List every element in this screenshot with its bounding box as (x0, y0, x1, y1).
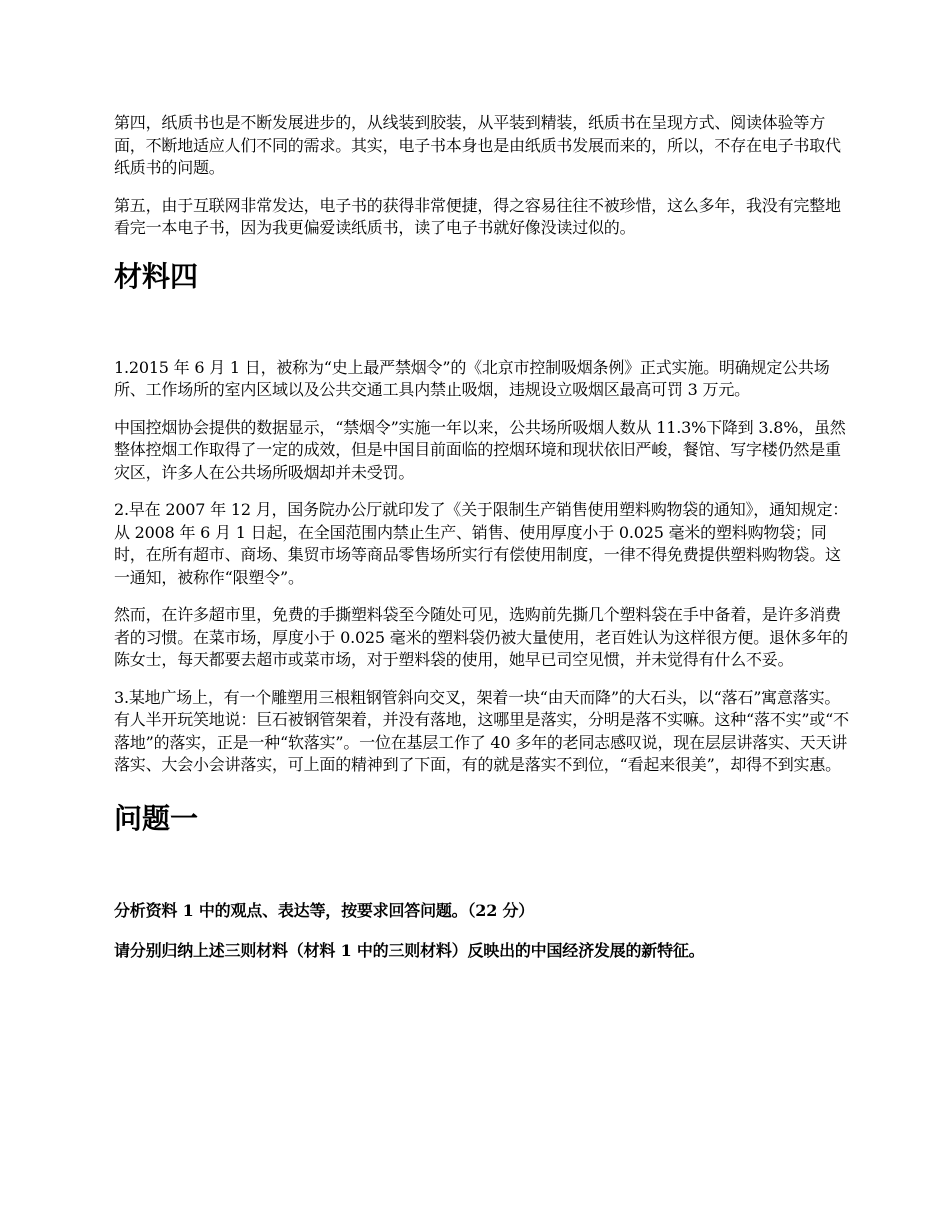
paragraph-fourth-point: 第四，纸质书也是不断发展进步的，从线装到胶装，从平装到精装，纸质书在呈现方式、阅读体验等方面，不断地适应人们不同的需求。其实，电子书本身也是由纸质书发展而来的，所以，不存在电子书取代纸质书的问题。 (114, 113, 841, 177)
heading-material-4: 材料四 (114, 259, 199, 293)
document-page (114, 112, 854, 963)
paragraph-fifth-point: 第五，由于互联网非常发达，电子书的获得非常便捷，得之容易往往不被珍惜，这么多年，我没有完整地看完一本电子书，因为我更偏爱读纸质书，读了电子书就好像没读过似的。 (114, 195, 841, 237)
question-prompt: 请分别归纳上述三则材料（材料 1 中的三则材料）反映出的中国经济发展的新特征。 (114, 941, 705, 960)
paragraph-plastic-ban: 2.早在 2007 年 12 月，国务院办公厅就印发了《关于限制生产销售使用塑料购物袋的通知》，通知规定：从 2008 年 6 月 1 日起，在全国范围内禁止生产、销售、使用厚度小于 0.025 毫米的塑料购物袋；同时，在所有超市、商场、集贸市场等商品零售场所实行有偿使用制度，一律不得免费提供塑料购物袋。这一通知，被称作“限塑令”。 (114, 500, 849, 587)
paragraph-smoking-data: 中国控烟协会提供的数据显示，“禁烟令”实施一年以来，公共场所吸烟人数从 11.3%下降到 3.8%，虽然整体控烟工作取得了一定的成效，但是中国目前面临的控烟环境和现状依旧严峻，餐馆、写字楼仍然是重灾区，许多人在公共场所吸烟却并未受罚。 (114, 417, 846, 482)
heading-question-1: 问题一 (114, 801, 199, 835)
paragraph-plastic-reality: 然而，在许多超市里，免费的手撕塑料袋至今随处可见，选购前先撕几个塑料袋在手中备着，是许多消费者的习惯。在菜市场，厚度小于 0.025 毫米的塑料袋仍被大量使用，老百姓认为这样很方便。退休多年的陈女士，每天都要去超市或菜市场，对于塑料袋的使用，她早已司空见惯，并未觉得有什么不妥。 (114, 605, 848, 669)
question-instruction: 分析资料 1 中的观点、表达等，按要求回答问题。（22 分） (114, 900, 535, 920)
paragraph-smoking-ban: 1.2015 年 6 月 1 日，被称为“史上最严禁烟令”的《北京市控制吸烟条例》正式实施。明确规定公共场所、工作场所的室内区域以及公共交通工具内禁止吸烟，违规设立吸烟区最高可罚 3 万元。 (114, 357, 830, 399)
paragraph-soft-implementation: 3.某地广场上，有一个雕塑用三根粗钢管斜向交叉，架着一块“由天而降”的大石头，以“落石”寓意落实。有人半开玩笑地说：巨石被钢管架着，并没有落地，这哪里是落实，分明是落不实嘛。这种“落不实”或“不落地”的落实，正是一种“软落实”。一位在基层工作了 40 多年的老同志感叹说，现在层层讲落实、天天讲落实、大会小会讲落实，可上面的精神到了下面，有的就是落实不到位，“看起来很美”，却得不到实惠。 (114, 687, 849, 774)
